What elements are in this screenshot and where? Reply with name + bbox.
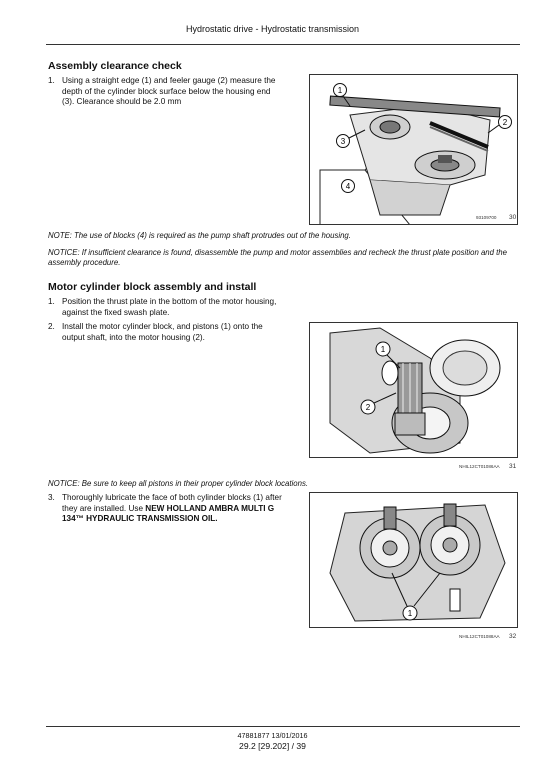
section-heading-motor: Motor cylinder block assembly and install	[48, 281, 257, 293]
footer-doc-id: 47881877 13/01/2016	[237, 731, 308, 740]
callout-4: 4	[345, 182, 351, 191]
step-motor-1	[48, 297, 284, 318]
callout-1: 1	[380, 345, 386, 354]
step-text	[62, 493, 284, 525]
header-rule	[46, 44, 520, 45]
figure-30-number: 30	[509, 214, 517, 221]
figure-31-illustration	[310, 323, 518, 458]
notice-clearance: NOTICE: If insufficient clearance is found, disassemble the pump and motor assemblies and recheck the thrust plate position and the assembly procedure.	[48, 248, 507, 267]
callout-1: 1	[407, 609, 413, 618]
step-number: 3.	[48, 493, 55, 502]
figure-31-code: NHIL12CT01086AA	[459, 464, 500, 469]
figure-32-illustration	[310, 493, 518, 628]
figure-31	[309, 322, 518, 458]
step-number: 1.	[48, 76, 55, 85]
notice-pistons: NOTICE: Be sure to keep all pistons in their proper cylinder block locations.	[48, 479, 309, 488]
step-text: Using a straight edge (1) and feeler gauge (2) measure the depth of the cylinder block surface below the housing end (3). Clearance should be 2.0 mm	[62, 76, 276, 107]
callout-3: 3	[340, 137, 346, 146]
figure-31-number: 31	[509, 463, 517, 470]
step-text: Install the motor cylinder block, and pistons (1) onto the output shaft, into the motor housing (2).	[62, 322, 263, 342]
footer-rule	[46, 726, 520, 727]
figure-30-illustration	[310, 75, 518, 225]
callout-1: 1	[337, 86, 343, 95]
section-heading-clearance: Assembly clearance check	[48, 60, 182, 72]
footer-page-number: 29.2 [29.202] / 39	[239, 741, 306, 751]
step-lubricate-3	[48, 493, 284, 525]
step-motor-2	[48, 322, 284, 343]
figure-30-code: 93109700	[476, 215, 497, 220]
figure-30	[309, 74, 518, 225]
oil-product-name: NEW HOLLAND AMBRA MULTI G 134™ HYDRAULIC TRANSMISSION OIL.	[62, 503, 275, 524]
step-clearance-1	[48, 76, 284, 108]
step-text: Position the thrust plate in the bottom of the motor housing, against the fixed swash plate.	[62, 297, 277, 317]
figure-32-code: NHIL12CT01088AA	[459, 634, 500, 639]
page-header: Hydrostatic drive - Hydrostatic transmission	[185, 24, 360, 34]
note-blocks: NOTE: The use of blocks (4) is required as the pump shaft protrudes out of the housing.	[48, 231, 351, 240]
figure-32	[309, 492, 518, 628]
callout-2: 2	[365, 403, 371, 412]
step-number: 2.	[48, 322, 55, 331]
callout-2: 2	[502, 118, 508, 127]
step-text-a: Thoroughly lubricate the face of both cylinder blocks (1) after they are installed. Use	[62, 493, 282, 513]
step-number: 1.	[48, 297, 55, 306]
figure-32-number: 32	[509, 633, 517, 640]
